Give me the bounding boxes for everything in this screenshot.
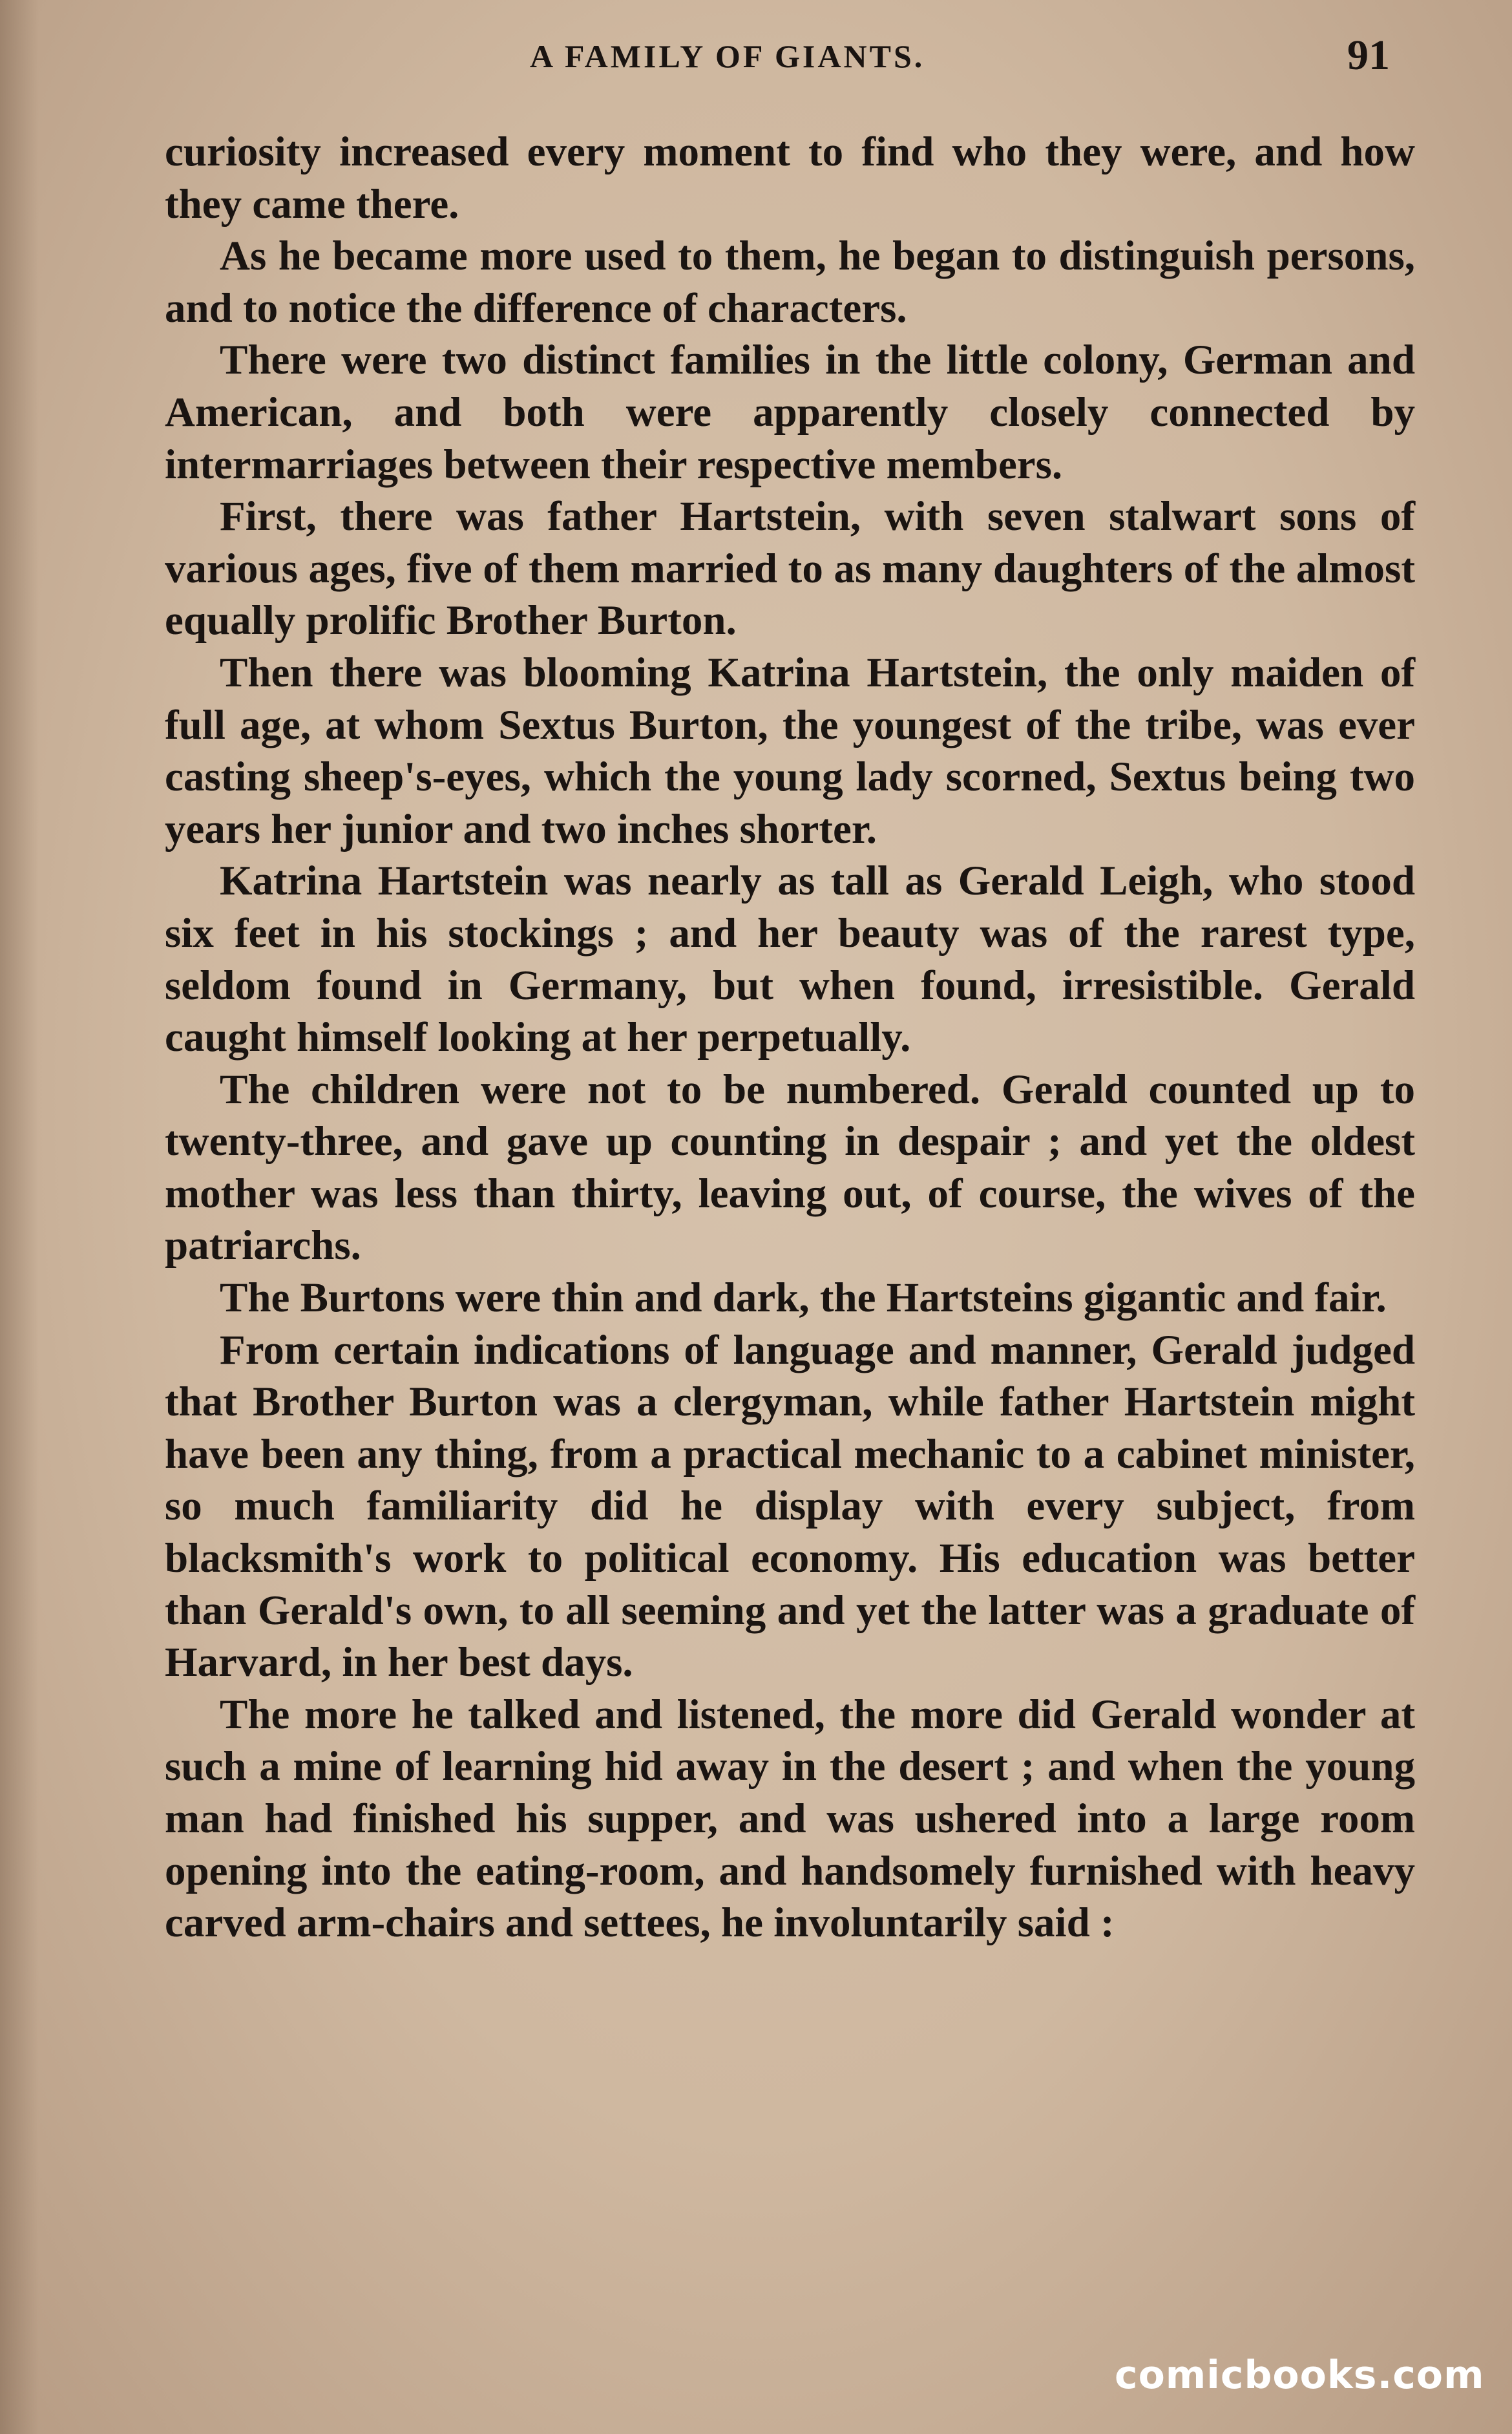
running-title: A FAMILY OF GIANTS. <box>530 38 925 74</box>
paragraph: The Burtons were thin and dark, the Hartsteins gigantic and fair. <box>220 1275 1387 1322</box>
paragraph: There were two distinct families in the little colony, German and American, and both were apparently closely connected by intermarriages between their respective members. <box>165 337 1415 488</box>
page-number: 91 <box>1347 32 1390 79</box>
paragraph: Katrina Hartstein was nearly as tall as Gerald Leigh, who stood six feet in his stockings ; and her beauty was of the rarest type, seldom found in Germany, but when found, irresistible. Gerald caught himself looking at her perpetually. <box>165 858 1415 1061</box>
page-edge-shadow <box>0 0 39 2434</box>
paragraph: As he became more used to them, he began to distinguish persons, and to notice the difference of characters. <box>165 233 1415 332</box>
paragraph: First, there was father Hartstein, with seven stalwart sons of various ages, five of them married to as many daughters of the almost equally prolific Brother Burton. <box>165 493 1415 644</box>
paragraph: Then there was blooming Katrina Hartstein, the only maiden of full age, at whom Sextus Burton, the youngest of the tribe, was ever casting sheep's-eyes, which the young lady scorned, Sextus being two years her junior and two inches shorter. <box>165 649 1415 852</box>
watermark-text: comicbooks.com <box>1115 2353 1485 2398</box>
paragraph: The children were not to be numbered. Gerald counted up to twenty-three, and gave up counting in despair ; and yet the oldest mother was less than thirty, leaving out, of course, the wives of the patriarchs. <box>165 1066 1415 1269</box>
paragraph: From certain indications of language and manner, Gerald judged that Brother Burton was a clergyman, while father Hartstein might have been any thing, from a practical mechanic to a cabinet minister, so much familiarity did he display with every subject, from blacksmith's work to political economy. His education was better than Gerald's own, to all seeming and yet the latter was a graduate of Harvard, in her best days. <box>165 1326 1415 1686</box>
body-text <box>165 126 1415 1949</box>
paragraph: The more he talked and listened, the more did Gerald wonder at such a mine of learning hid away in the desert ; and when the young man had finished his supper, and was ushered into a large room opening into the eating-room, and handsomely furnished with heavy carved arm-chairs and settees, he involuntarily said : <box>165 1691 1415 1947</box>
paragraph: curiosity increased every moment to find who they were, and how they came there. <box>165 129 1415 228</box>
running-head <box>0 26 1512 84</box>
